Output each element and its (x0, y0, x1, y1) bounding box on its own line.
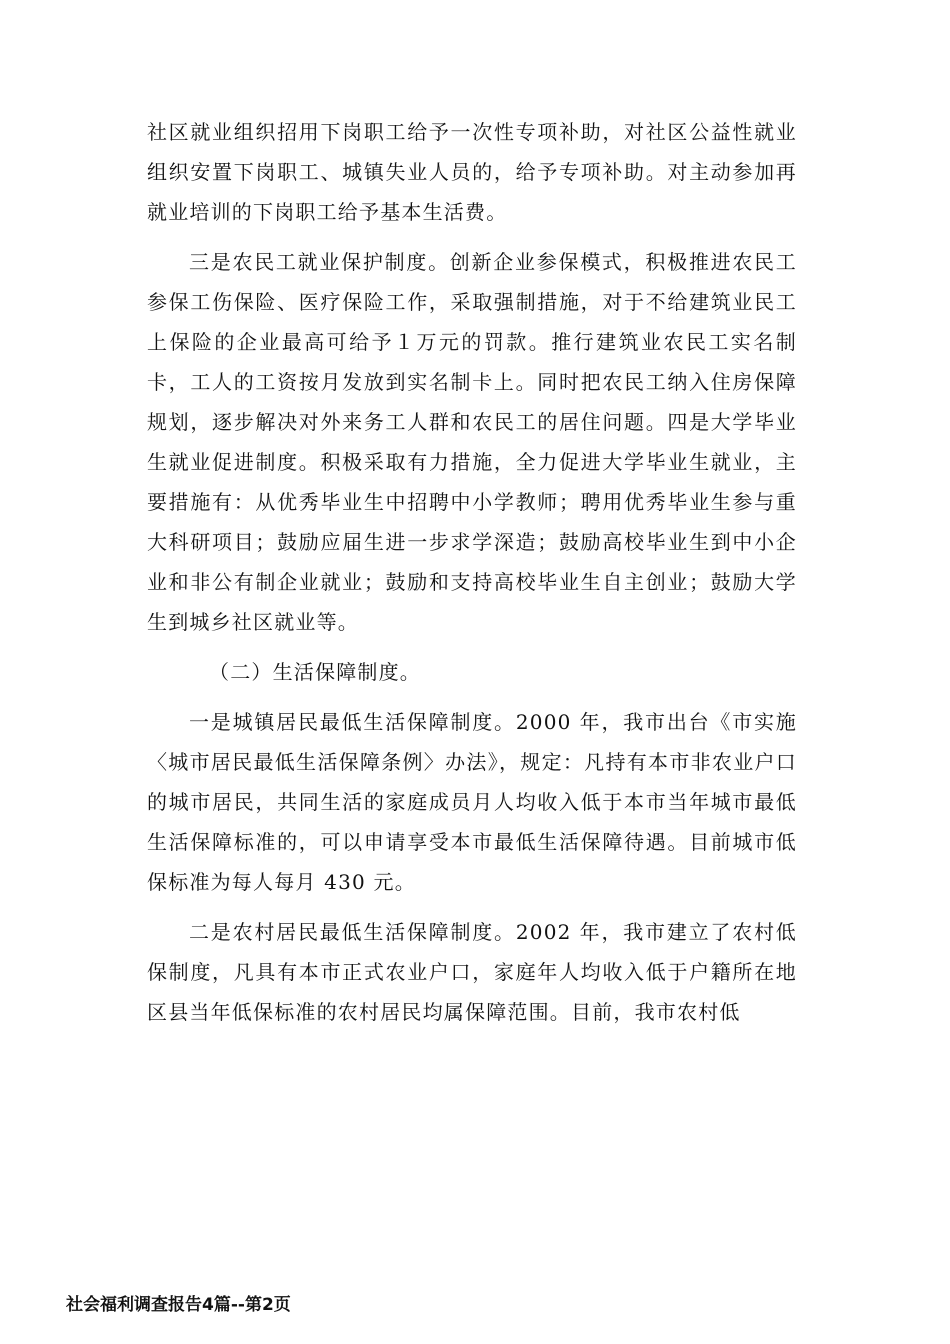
paragraph-1: 社区就业组织招用下岗职工给予一次性专项补助，对社区公益性就业组织安置下岗职工、城镇失业人员的，给予专项补助。对主动参加再就业培训的下岗职工给予基本生活费。 (147, 120, 797, 224)
paragraph-2: 三是农民工就业保护制度。创新企业参保模式，积极推进农民工参保工伤保险、医疗保险工作，采取强制措施，对于不给建筑业民工上保险的企业最高可给予１万元的罚款。推行建筑业农民工实名制卡，工人的工资按月发放到实名制卡上。同时把农民工纳入住房保障规划，逐步解决对外来务工人群和农民工的居住问题。四是大学毕业生就业促进制度。积极采取有力措施，全力促进大学毕业生就业，主要措施有：从优秀毕业生中招聘中小学教师；聘用优秀毕业生参与重大科研项目；鼓励应届生进一步求学深造；鼓励高校毕业生到中小企业和非公有制企业就业；鼓励和支持高校毕业生自主创业；鼓励大学生到城乡社区就业等。 (147, 250, 797, 634)
document-body (147, 112, 797, 1032)
paragraph-4: 二是农村居民最低生活保障制度。2002 年，我市建立了农村低保制度，凡具有本市正式农业户口，家庭年人均收入低于户籍所在地区县当年低保标准的农村居民均属保障范围。目前，我市农村低 (147, 920, 797, 1024)
page-footer: 社会福利调查报告4篇--第2页 (66, 1295, 291, 1315)
paragraph-3: 一是城镇居民最低生活保障制度。2000 年，我市出台《市实施〈城市居民最低生活保障条例〉办法》，规定：凡持有本市非农业户口的城市居民，共同生活的家庭成员月人均收入低于本市当年城市最低生活保障标准的，可以申请享受本市最低生活保障待遇。目前城市低保标准为每人每月 430 元。 (147, 710, 797, 894)
section-heading: （二）生活保障制度。 (209, 660, 421, 684)
